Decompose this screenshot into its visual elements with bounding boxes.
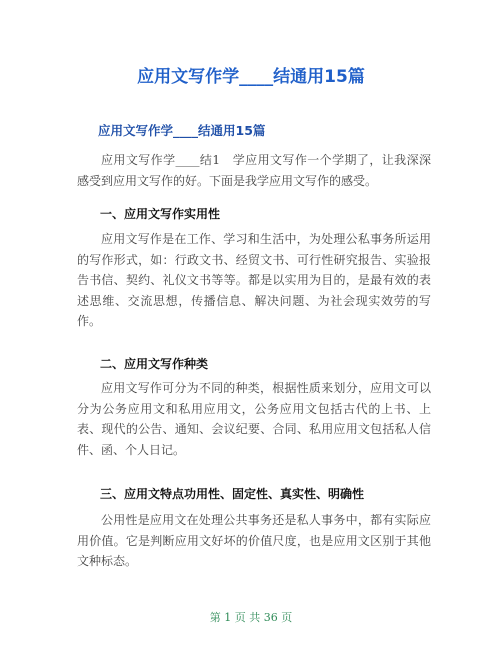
section-heading-1: 一、应用文写作实用性 bbox=[100, 207, 221, 221]
section-body-3: 公用性是应用文在处理公共事务还是私人事务中，都有实际应用价值。它是判断应用文好坏的价值尺度，也是应用文区别于其他文种标态。 bbox=[77, 513, 431, 568]
section-heading-3: 三、应用文特点功用性、固定性、真实性、明确性 bbox=[100, 487, 365, 501]
document-subtitle: 应用文写作学____结通用15篇 bbox=[98, 123, 266, 138]
section-heading-2: 二、应用文写作种类 bbox=[100, 357, 209, 371]
section-body-1: 应用文写作是在工作、学习和生活中，为处理公私事务所运用的写作形式，如：行政文书、经贸文书、可行性研究报告、实验报告书信、契约、礼仪文书等等。都是以实用为目的，是最有效的表述思维、交流思想，传播信息、解决问题、为社会现实效劳的写作。 bbox=[77, 232, 431, 328]
intro-paragraph: 应用文写作学____结1 学应用文写作一个学期了，让我深深感受到应用文写作的好。下面是我学应用文写作的感受。 bbox=[77, 153, 431, 188]
document-title: 应用文写作学____结通用15篇 bbox=[137, 67, 365, 87]
section-body-2: 应用文写作可分为不同的种类，根据性质来划分，应用文可以分为公务应用文和私用应用文，公务应用文包括古代的上书、上表、现代的公告、通知、会议纪要、合同、私用应用文包括私人信件、函、个人日记。 bbox=[77, 381, 431, 457]
page-number-footer: 第 1 页 共 36 页 bbox=[209, 611, 293, 624]
